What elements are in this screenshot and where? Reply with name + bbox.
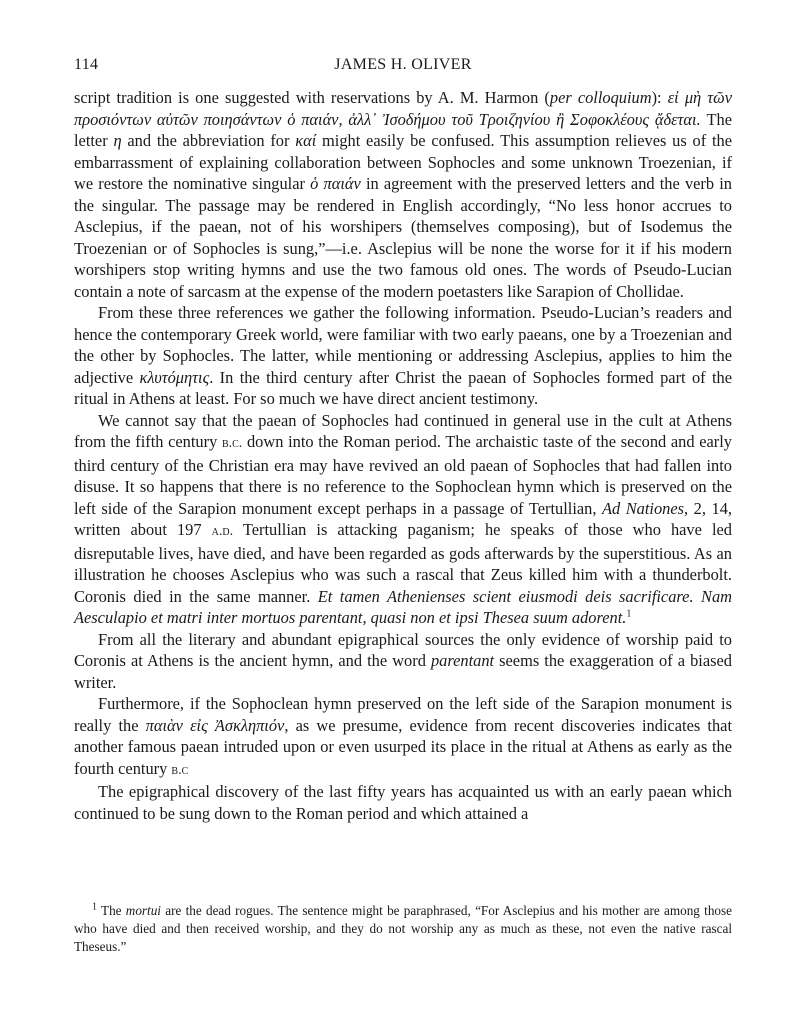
italic-text: per colloquium — [549, 88, 652, 107]
text-run: The letter — [74, 109, 732, 150]
text-run: ): — [651, 88, 668, 107]
text-run: The — [97, 903, 126, 918]
text-run: in agreement with the preserved letters and the verb in the singular. The passage may be rendered in English accordingly, “No less honor accrues to Asclepius, if the paean, not of his worshipers (themselves composing), but of Isodemus the Troezenian or of Sophocles is sung,”—i.e. Asclepius will be none the worse for it if his modern worshipers stop writing hymns and use the two famous old ones. The words of Pseudo-Lucian contain a note of sarcasm at the expense of the modern poetasters like Sarapion of Chollidae. — [74, 174, 733, 301]
paragraph — [74, 302, 732, 410]
text-run: Furthermore, if the Sophoclean hymn preserved on the left side of the Sarapion monument is really the — [74, 694, 732, 735]
page-header — [74, 56, 732, 74]
page-number: 114 — [74, 56, 99, 73]
italic-text: Ad Nationes — [602, 498, 685, 518]
italic-text: mortui — [125, 903, 161, 918]
text-run: , 2, 14, written about 197 — [74, 498, 732, 539]
greek-text: εἰ μὴ τῶν προσιόντων αὐτῶν ποιησάντων ὁ παιάν, ἀλλ᾿ Ἰσοδήμου τοῦ Τροιζηνίου ἢ Σοφοκλέους ᾄδεται. — [74, 88, 733, 129]
body-text — [74, 87, 732, 824]
text-run: We cannot say that the paean of Sophocles had continued in general use in the cult at Athens from the fifth century — [74, 410, 732, 451]
italic-text: parentant — [430, 651, 495, 670]
text-run: down into the Roman period. The archaistic taste of the second and early third century of the Christian era may have revived an old paean of Sophocles that had fallen into disuse. It so happens that there is no reference to the Sophoclean hymn which is preserved on the left side of the Sarapion monument except perhaps in a passage of Tertullian, — [74, 432, 732, 518]
paragraph — [74, 693, 732, 781]
text-run: seems the exaggeration of a biased writer. — [74, 651, 732, 692]
text-run: The epigraphical discovery of the last fifty years has acquainted us with an early paean which continued to be sung down to the Roman period and which attained a — [74, 782, 732, 823]
running-title: JAMES H. OLIVER — [334, 56, 472, 73]
text-run: and the abbreviation for — [121, 131, 296, 150]
greek-text: παιὰν εἰς Ἀσκληπιόν — [145, 715, 285, 735]
page — [74, 56, 732, 824]
paragraph — [74, 410, 732, 629]
text-run: , as we presume, evidence from recent discoveries indicates that another famous paean intruded upon or even usurped its place in the ritual at Athens as early as the fourth century — [74, 715, 732, 778]
text-run: are the dead rogues. The sentence might be paraphrased, “For Asclepius and his mother are among those who have died and then received worship, and they do not worship any as much as these, not even the native rascal Theseus.” — [74, 903, 732, 954]
paragraph — [74, 781, 732, 824]
text-run: might easily be confused. This assumption relieves us of the embarrassment of explaining collaboration between Sophocles and some unknown Troezenian, if we restore the nominative singular — [74, 131, 732, 193]
small-caps-text: b.c — [171, 762, 189, 778]
small-caps-text: a.d. — [211, 524, 234, 539]
small-caps-text: b.c. — [221, 436, 243, 451]
text-run: script tradition is one suggested with reservations by A. M. Harmon ( — [74, 88, 550, 107]
text-run: . In the third century after Christ the paean of Sophocles formed part of the ritual in Athens at least. For so much we have direct ancient testimony. — [74, 367, 732, 408]
greek-text: ὁ παιάν — [310, 174, 361, 193]
greek-text: η — [113, 131, 122, 150]
footnotes — [74, 902, 732, 956]
footnote-marker: 1 — [92, 901, 97, 913]
footnote — [74, 902, 732, 956]
paragraph — [74, 629, 732, 694]
paragraph — [74, 87, 732, 302]
text-run: From all the literary and abundant epigraphical sources the only evidence of worship paid to Coronis at Athens is the ancient hymn, and the word — [74, 629, 732, 670]
footnote-marker: 1 — [626, 608, 632, 620]
italic-text: Et tamen Athenienses scient eiusmodi deis sacrificare. Nam Aesculapio et matri inter mortuos parentant, quasi non et ipsi Thesea suum adorent. — [74, 586, 732, 627]
text-run: From these three references we gather the following information. Pseudo-Lucian’s readers and hence the contemporary Greek world, were familiar with two early paeans, one by a Troezenian and the other by Sophocles. The latter, while mentioning or addressing Asclepius, applies to him the adjective — [74, 303, 732, 387]
text-run: Tertullian is attacking paganism; he speaks of those who have led disreputable lives, have died, and have been regarded as gods afterwards by the superstitious. As an illustration he chooses Asclepius who was such a rascal that Zeus killed him with a thunderbolt. Coronis died in the same manner. — [74, 520, 732, 606]
greek-text: καί — [295, 131, 317, 150]
greek-text: κλυτόμητις — [139, 367, 210, 387]
